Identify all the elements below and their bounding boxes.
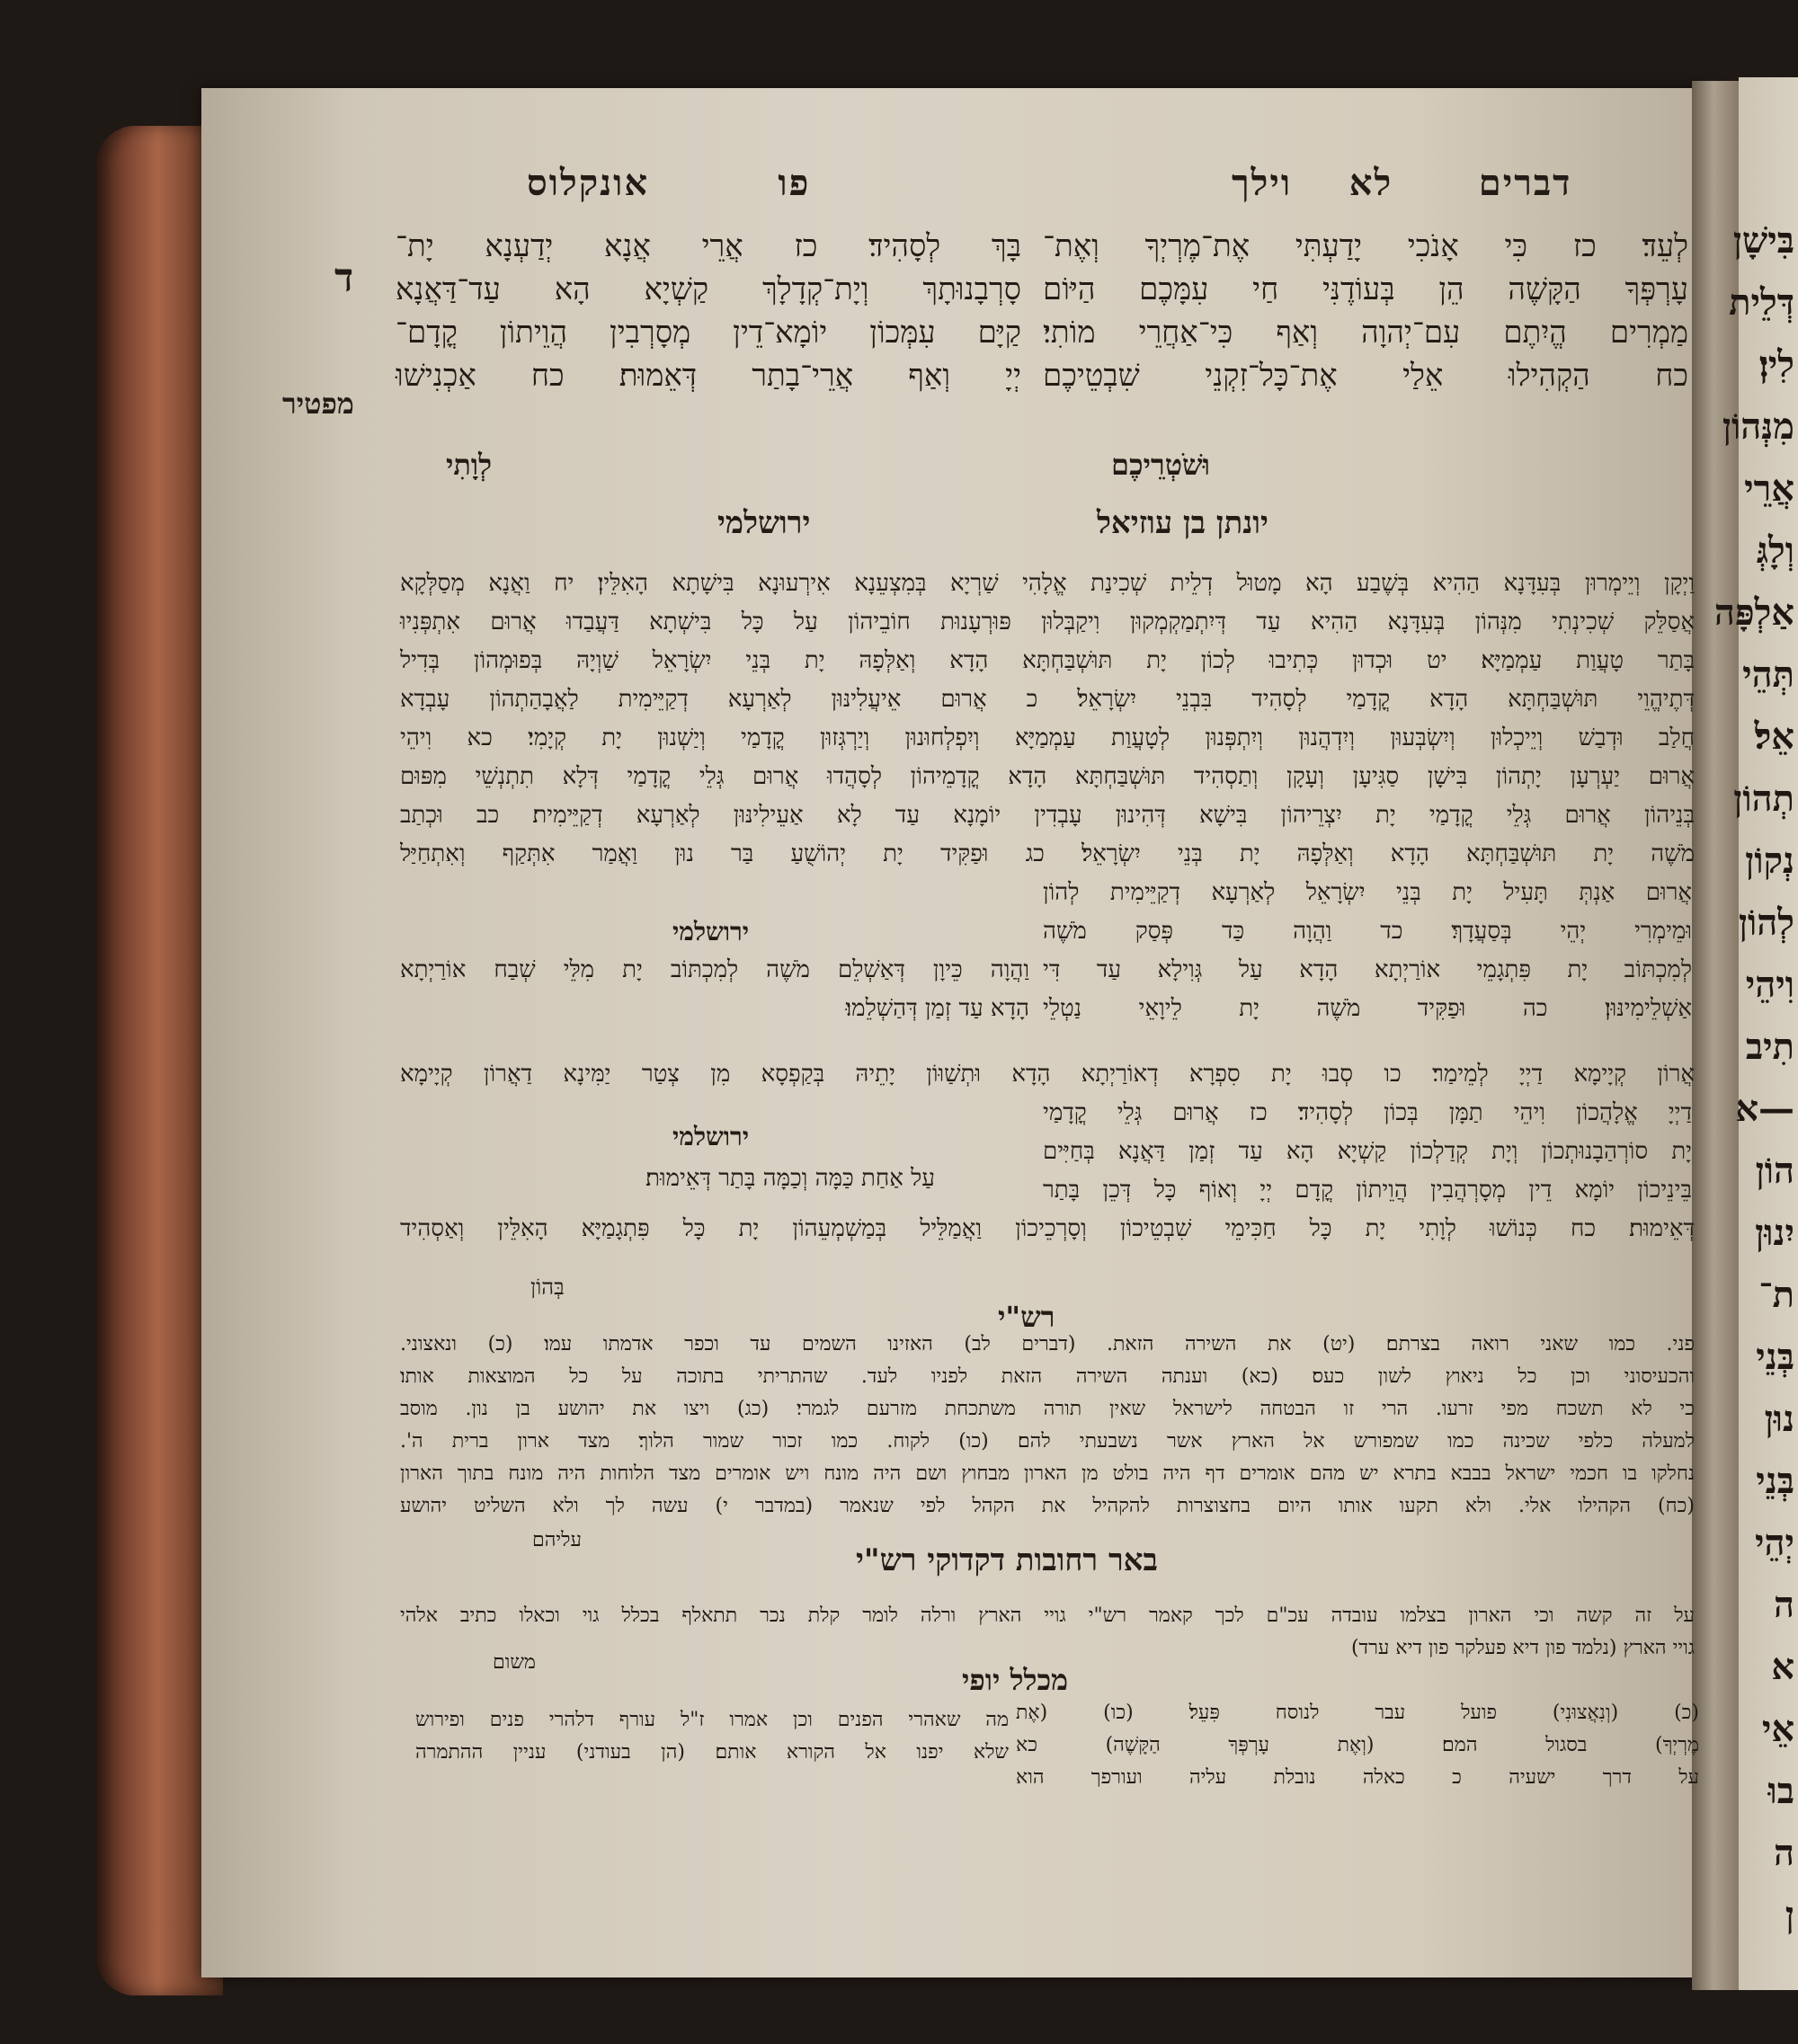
right-page-word: ה bbox=[1773, 1584, 1794, 1626]
right-page-word: אֵל׃ bbox=[1754, 715, 1794, 758]
onkelos-line: יְיָ וְאַף אֲרֵי־בָתַר דְּאֵמוּת׃ כח אַכְנִישׁוּ bbox=[396, 358, 1021, 394]
targum-line: דַיְיָ אֱלָהֲכוֹן וִיהֵי תַמָּן בְּכוֹן לְסָהִיד׃ כז אֲרוּם גְּלֵי קֳדָמַי bbox=[1043, 1099, 1692, 1126]
torah-line: עָרְפְּךָ הַקָּשֶׁה הֵן בְּעוֹדֶנִּי חַי עִמָּכֶם הַיּוֹם bbox=[1043, 271, 1688, 307]
right-page-word: תְּהֵי bbox=[1742, 653, 1794, 696]
right-page-word: אֵי bbox=[1761, 1708, 1794, 1750]
targum-line: יָת סוֹרְהַבָנוּתְכוֹן וְיָת קְדַלְכוֹן קַשְׁיָא הָא עַד זְמַן דַּאֲנָא בְּחַיִּים bbox=[1043, 1138, 1692, 1165]
right-page-word: נוּן bbox=[1764, 1398, 1794, 1440]
rashi-line: והכעיסוני וכן כל ניאוץ לשון כעס׃ (כא) וענתה השירה הזאת לפניו לעד. שהתריתי בתוכה על כל המוצאות אותו׃ bbox=[400, 1365, 1695, 1388]
targum-line: בֵּינֵיכוֹן יוֹמָא דֵין מְסָרְהֲבִין הֲוֵיתוֹן קֳדָם יְיָ וְאוֹף כָּל דְּכֵן בָּתַר bbox=[1043, 1177, 1692, 1204]
maftir-label: מפטיר bbox=[282, 387, 354, 421]
header-title: אונקלוס bbox=[527, 162, 650, 204]
targum-line: בָּתַר טָעֲוַת עַמְמַיָּא׃ יט וּכְדוּן כְּתִיבוּ לְכוֹן יָת תּוּשְׁבַּחְתָּא הָדָא וְאַלְּפָהּ יָת בְּנֵי יִשְׂרָאֵל שַׁוְיָהּ בְּפוּמְהוֹן בְּדִיל bbox=[400, 647, 1695, 674]
right-page-word: אֲרֵי bbox=[1744, 467, 1794, 510]
targum-line: וַיְקָן וְיֵימְרוּן בְּעִדָּנָא הַהִיא בְּשֶׁבַע הָא מָטוּל דְלֵית שְׁכִינַת אֱלָהִי שַׁרְיָא בְּמִצְעֵנָא אִירְעוּנָא בִּישָׁתָא הָאִלֵּין׃ יח וַאֲנָא מְסַלְּקָא bbox=[400, 570, 1695, 597]
beer-line: על זה קשה וכי הארון בצלמו עובדה עכ"ם לכך קאמר רש"י גויי הארץ ורלה לומר קלת נכר תתאלף בכלל גוי וכאלו כתיב אלהי bbox=[400, 1604, 1695, 1627]
rashi-line: למעלה כלפי שכינה כמו שמפורש אל הארץ אשר נשבעתי להם׃ (כו) לקוח. כמו זכור שמור הלוך׃ מצד ארון ברית ה'. bbox=[400, 1430, 1695, 1453]
mikhlal-line: על דרך ישעיה כ כאלה נובלת עליה ועורפך הוא bbox=[1016, 1766, 1699, 1789]
targum-line: אַשְׁלֵימִינּוּן׃ כה וּפַקִּיד מֹשֶׁה יָת לֵיוָאֵי נַטְלֵי bbox=[1043, 995, 1692, 1022]
mikhlal-left-text bbox=[415, 1704, 1009, 1769]
torah-text bbox=[1043, 225, 1688, 397]
onkelos-continuation: לְוָתִי bbox=[446, 448, 493, 482]
section-title-yerushalmi: ירושלמי bbox=[717, 505, 811, 541]
right-page-word: בוּ bbox=[1767, 1770, 1794, 1812]
onkelos-text bbox=[396, 225, 1021, 397]
right-page-word: בִּישָׁן bbox=[1732, 219, 1794, 262]
right-page-fragment bbox=[1713, 77, 1798, 1990]
section-title-yerushalmi-small-2: ירושלמי bbox=[672, 1122, 750, 1151]
section-title-yerushalmi-small: ירושלמי bbox=[672, 917, 750, 946]
beer-text bbox=[400, 1600, 1695, 1665]
beer-tail: משום bbox=[493, 1651, 536, 1674]
section-title-beer: באר רחובות דקדוקי רש"י bbox=[856, 1542, 1158, 1578]
yerushalmi-line: הָדָא עַד זְמַן דְּהַשְׁלֵמוּ׃ bbox=[845, 995, 1029, 1022]
header-parasha: וילך bbox=[1232, 162, 1293, 204]
right-page-word: לִין׃ bbox=[1758, 343, 1794, 386]
right-page-word: יִנוּן bbox=[1755, 1212, 1794, 1254]
targum-line: חֲלַב וּדְבַשׁ וְיֵיכְלוּן וְיִשְׂבְּעוּן וְיִדְהֲנוּן וְיִתְפְּנוּן לְטָעֲוַת עַמְמַיָּא וְיִפְלְחוּנוּן וְיַרְגְּזוּן קֳדָמַי וְיַשְׁנוּן יָת קְיָמִי׃ כא וִיהֵי bbox=[400, 724, 1695, 751]
yerushalmi-line: וַהֲוָה כֵּיוָן דְּאַשְׁלֵם מֹשֶׁה לְמִכְתּוֹב יָת מִלֵּי שְׁבַח אוֹרַיְתָא bbox=[400, 956, 1029, 983]
targum-yonatan-right bbox=[1043, 874, 1692, 1028]
targum-yonatan-row bbox=[400, 1210, 1695, 1249]
right-page-word: יְהֵי bbox=[1755, 1522, 1794, 1564]
targum-line: אֲסַלֵּק שְׁכִינְתִי מִנְּהוֹן בְּעִדָּנָא הַהִיא עַד דְּיִתְמַקְמְקוּן וִיקַבְּלוּן פּוּרְעָנוּת חוֹבֵיהוֹן עַל כָּל בִּישְׁתָא דַּעֲבַדוּ אֲרוּם אִתְפְּנִיוּ bbox=[400, 609, 1695, 635]
right-page-word: לְהוֹן bbox=[1738, 902, 1794, 944]
mikhlal-line: מה שאהרי הפנים וכן אמרו ז"ל עורף דלהרי פנים ופירוש bbox=[415, 1709, 1009, 1731]
right-page-word: ה bbox=[1773, 1832, 1794, 1874]
targum-yonatan-row bbox=[400, 835, 1695, 874]
signature-mark: ד bbox=[334, 255, 354, 301]
onkelos-line: בָּךְ לְסָהִיד׃ כז אֲרֵי אֲנָא יְדַעְנָא יָת־ bbox=[396, 228, 1021, 264]
right-page-word: ן bbox=[1785, 1894, 1794, 1936]
right-page-word: בְּנֵי bbox=[1756, 1336, 1794, 1378]
yerushalmi-text bbox=[400, 951, 1029, 1028]
targum-line: דְּתֶיהֱוֵי תּוּשְׁבַּחְתָּא הָדָא קֳדָמַי לְסָהִיד בִּבְנֵי יִשְׂרָאֵל׃ כ אֲרוּם אֵיעֲלִינּוּן לְאַרְעָא דְקַיֵּימִית לַאֲבָהַתְהוֹן עָבְדָא bbox=[400, 686, 1695, 713]
header-book bbox=[1232, 162, 1571, 204]
header-onkelos bbox=[527, 162, 810, 204]
targum-line: לְמִכְתּוֹב יָת פִּתְגָמֵי אוֹרַיְתָא הָדָא עַל גְּוִילָא עַד דִּי bbox=[1043, 956, 1692, 983]
torah-line: כח הַקְהִילוּ אֵלַי אֶת־כָּל־זִקְנֵי שִׁבְטֵיכֶם bbox=[1043, 358, 1688, 394]
targum-line: אֲרוּם אַנְתְּ תָּעִיל יָת בְּנֵי יִשְׂרָאֵל לְאַרְעָא דְקַיֵּימִית לְהוֹן bbox=[1043, 879, 1692, 906]
right-page-word: וִיהֵי bbox=[1745, 964, 1794, 1006]
right-page-word: נְקוֹן bbox=[1745, 840, 1794, 882]
right-page-word: דְּלֵית bbox=[1729, 281, 1794, 324]
beer-line: גויי הארץ (נלמד פון דיא פעלקר פון דיא ערד) bbox=[1350, 1637, 1695, 1659]
right-page-word: תִיב bbox=[1745, 1026, 1794, 1068]
targum-line: דְּאֵימוּת׃ כח כְּנוֹשׁוּ לְוָתִי יָת כָּל חַכִּימֵי שִׁבְטֵיכוֹן וְסָרְכֵיכוֹן וַאֲמַלֵּיל בְּמַשְׁמְעֵהוֹן יָת כָּל פִּתְגָמַיָּא הָאִלֵּין וְאַסְהִיד bbox=[400, 1215, 1695, 1242]
section-title-yonatan: יונתן בן עוזיאל bbox=[1097, 505, 1268, 541]
onkelos-line: קַיָּם עִמְּכוֹן יוֹמָא־דֵין מְסָרְבִין הֲוֵיתוֹן קֳדָם־ bbox=[396, 315, 1021, 351]
torah-line: לְעֵד׃ כז כִּי אָנֹכִי יָדַעְתִּי אֶת־מֶרְיְךָ וְאֶת־ bbox=[1043, 228, 1688, 264]
rashi-line: (כח) הקהילו אלי. ולא תקעו אותו היום בחצוצרות להקהיל את הקהל לפי שנאמר (במדבר י) עשה לך ולא השליט יהושע bbox=[400, 1495, 1695, 1517]
right-page-word: תְהוֹן bbox=[1733, 778, 1794, 820]
yerushalmi-small-text bbox=[503, 1160, 935, 1198]
right-page-word: מִנְּהוֹן bbox=[1722, 405, 1794, 448]
yerushalmi-line: עַל אַחַת כַּמָּה וְכַמָּה בָּתַר דְּאֵימוּת׃ bbox=[645, 1165, 935, 1192]
right-page-word: בְּנֵי bbox=[1756, 1460, 1794, 1502]
rashi-line: כי לא תשכח מפי זרעו. הרי זו הבטחה לישראל שאין תורה משתכחת מזרעם לגמרי׃ (כג) ויצו את יהושע בן נון. מוסב bbox=[400, 1398, 1695, 1420]
mikhlal-right-text bbox=[1016, 1697, 1699, 1794]
book-gutter bbox=[1692, 81, 1740, 1990]
rashi-text bbox=[400, 1329, 1695, 1523]
targum-line: אֲרוֹן קְיָימָא דַיְיָ לְמֵימַר׃ כו סְבוּ יָת סִפְרָא דְאוֹרַיְתָא הָדָא וּתְשַׁוּוֹן יָתֵיהּ בְּקַפְסָא מִן צְטַר יַמִּינָא דַאֲרוֹן קְיָימָא bbox=[400, 1061, 1695, 1088]
right-page-word: א bbox=[1771, 1646, 1794, 1688]
rashi-line: פני. כמו שאני רואה בצרתם׃ (יט) את השירה הזאת. (דברים לב) האזינו השמים עד וכפר אדמתו עמו׃ (כ) ונאצוני. bbox=[400, 1333, 1695, 1355]
targum-line: מֹשֶׁה יָת תּוּשְׁבַּחְתָּא הָדָא וְאַלְּפָהּ יָת בְּנֵי יִשְׂרָאֵל׃ כג וּפַקִּיד יָת יְהוֹשֻׁעַ בַּר נוּן וַאֲמַר אִתְּקַף וְאִתְחַיַּל bbox=[400, 840, 1695, 867]
section-title-mikhlal: מכלל יופי bbox=[962, 1663, 1069, 1697]
mikhlal-line: שלא יפנו אל הקורא אותם׃ (הן בעודני) עניין ההתמרה bbox=[415, 1741, 1009, 1764]
header-book-name: דברים bbox=[1478, 162, 1572, 204]
targum-line: אֲרוּם יַעְרְעָן יָתְהוֹן בִּישָׁן סַגִּיעָן וְעָקָן וְתַסְהִיד תּוּשְׁבַּחְתָּא הָדָא קֳדָמֵיהוֹן לְסָהֲדוּ אֲרוּם גְּלֵי קֳדָמַי דְּלָא תִתְנְשֵׁי מִפּוּם bbox=[400, 763, 1695, 790]
right-page-word: הוֹן bbox=[1755, 1150, 1794, 1192]
section-title-rashi: רש"י bbox=[998, 1300, 1055, 1334]
mikhlal-line: מֶרְיְךָ) בסגול המם׃ (וְאֶת עָרְפְּךָ הַקָּשֶׁה) כא bbox=[1016, 1734, 1699, 1756]
right-page-word: ת־ bbox=[1758, 1274, 1794, 1316]
mikhlal-line: (כ) (וְנִאֲצוּנִי) פועל עבר לנוסח פִּעֵל׃ (כו) (אֶת bbox=[1016, 1702, 1699, 1724]
rashi-line: נחלקו בו חכמי ישראל בבבא בתרא יש מהם אומרים דף היה בולט מן הארון מבחוץ ושם היה מונח ויש אומרים מצד הלוחות היה מונח בתוך הארון bbox=[400, 1462, 1695, 1485]
targum-line: בְּנֵיהוֹן אֲרוּם גְּלֵי קֳדָמַי יָת יִצְרֵיהוֹן בִּישָׁא דְּהִינוּן עָבְדִין יוֹמָנָא עַד לָא אַעֵילִינּוּן לְאַרְעָא דְקַיֵּימִית׃ כב וּכְתַב bbox=[400, 802, 1695, 829]
right-page-word: וְלָגְּ bbox=[1756, 529, 1794, 572]
keri-word: וּשֹׁטְרֵיכֶם bbox=[1111, 448, 1210, 482]
right-page-word: אַלְפָּה bbox=[1713, 591, 1794, 634]
rashi-tail: עליהם bbox=[532, 1529, 582, 1551]
header-chapter: לא bbox=[1348, 162, 1393, 204]
targum-tail: בְּהוֹן bbox=[530, 1275, 565, 1300]
torah-line: מַמְרִים הֱיִתֶם עִם־יְהוָה וְאַף כִּי־אַחֲרֵי מוֹתִי׃ bbox=[1043, 315, 1688, 351]
onkelos-line: סָרְבָנוּתָךְ וְיָת־קְדָלָךְ קַשְׁיָא הָא עַד־דַּאֲנָא bbox=[396, 271, 1021, 307]
targum-line: וּמֵימְרִי יְהֵי בְּסַעֲדָךְ׃ כד וַהֲוָה כַּד פְּסַק מֹשֶׁה bbox=[1043, 918, 1692, 945]
header-page-number: פו bbox=[778, 162, 811, 204]
targum-yonatan-row bbox=[400, 1055, 1695, 1094]
right-page-word: —א bbox=[1735, 1088, 1794, 1130]
targum-yonatan-right bbox=[1043, 1094, 1692, 1210]
targum-yonatan-full bbox=[400, 564, 1695, 835]
